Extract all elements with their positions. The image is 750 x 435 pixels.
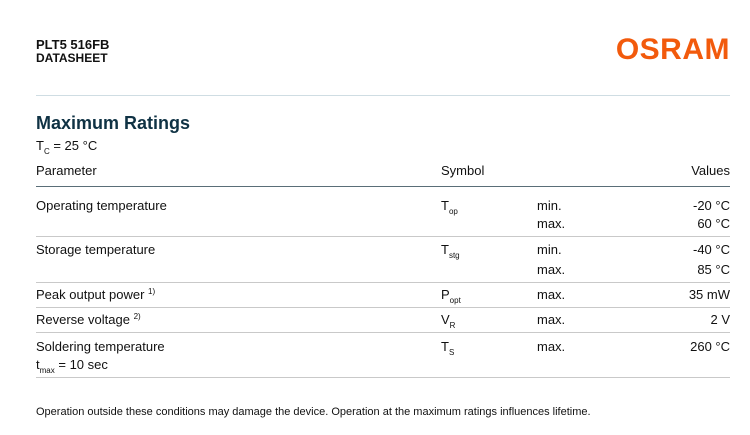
row-qualifier: max. [537,216,566,231]
row-parameter [36,287,155,303]
row-value: -20 °C [693,198,730,213]
row-value: 2 V [710,312,730,327]
row-symbol [441,312,455,328]
row-parameter-condition [36,357,108,373]
row-parameter: Operating temperature [36,198,167,213]
document-id: PLT5 516FB [36,37,110,52]
row-divider [36,236,730,237]
row-qualifier: max. [537,312,566,327]
operation-note: Operation outside these conditions may damage the device. Operation at the maximum ratings influences lifetime. [36,406,591,418]
symbol-base: T [441,198,449,213]
row-symbol [441,339,454,355]
row-symbol [441,287,461,303]
symbol-subscript: R [449,321,456,330]
symbol-base: P [441,287,450,302]
footnote-ref: 2) [133,312,141,321]
row-value: -40 °C [693,242,730,257]
header-divider [36,95,730,96]
row-qualifier: min. [537,198,562,213]
row-divider [36,332,730,333]
condition-symbol: T [36,138,44,153]
column-header-values: Values [691,163,730,178]
symbol-subscript: op [448,207,458,216]
row-parameter [36,312,141,328]
symbol-base: T [441,242,449,257]
row-symbol [441,242,460,258]
column-header-parameter: Parameter [36,163,97,178]
row-divider [36,282,730,283]
parameter-label: Peak output power [36,287,145,302]
condition-subscript: max [39,366,55,375]
condition-subscript: C [43,147,50,156]
symbol-base: T [441,339,449,354]
osram-logo: OSRAM [615,33,730,66]
test-condition [36,138,97,154]
row-qualifier: max. [537,339,566,354]
symbol-subscript: opt [449,296,461,305]
row-symbol [441,198,458,214]
symbol-subscript: stg [448,251,460,260]
row-divider [36,307,730,308]
table-header-rule [36,186,730,187]
section-title: Maximum Ratings [36,113,191,133]
row-value: 60 °C [697,216,730,231]
symbol-base: V [441,312,450,327]
parameter-label: Reverse voltage [36,312,130,327]
table-bottom-rule [36,377,730,378]
footnote-ref: 1) [148,287,156,296]
row-qualifier: max. [537,287,566,302]
row-qualifier: min. [537,242,562,257]
document-type: DATASHEET [36,51,108,65]
column-header-symbol: Symbol [441,163,485,178]
row-parameter: Storage temperature [36,242,156,257]
row-value: 35 mW [688,287,730,302]
row-qualifier: max. [537,262,566,277]
row-value: 85 °C [697,262,730,277]
row-parameter: Soldering temperature [36,339,165,354]
symbol-subscript: S [448,348,455,357]
condition-value: = 25 °C [49,138,98,153]
row-value: 260 °C [690,339,730,354]
condition-symbol: t [36,357,40,372]
condition-value: = 10 sec [54,357,108,372]
